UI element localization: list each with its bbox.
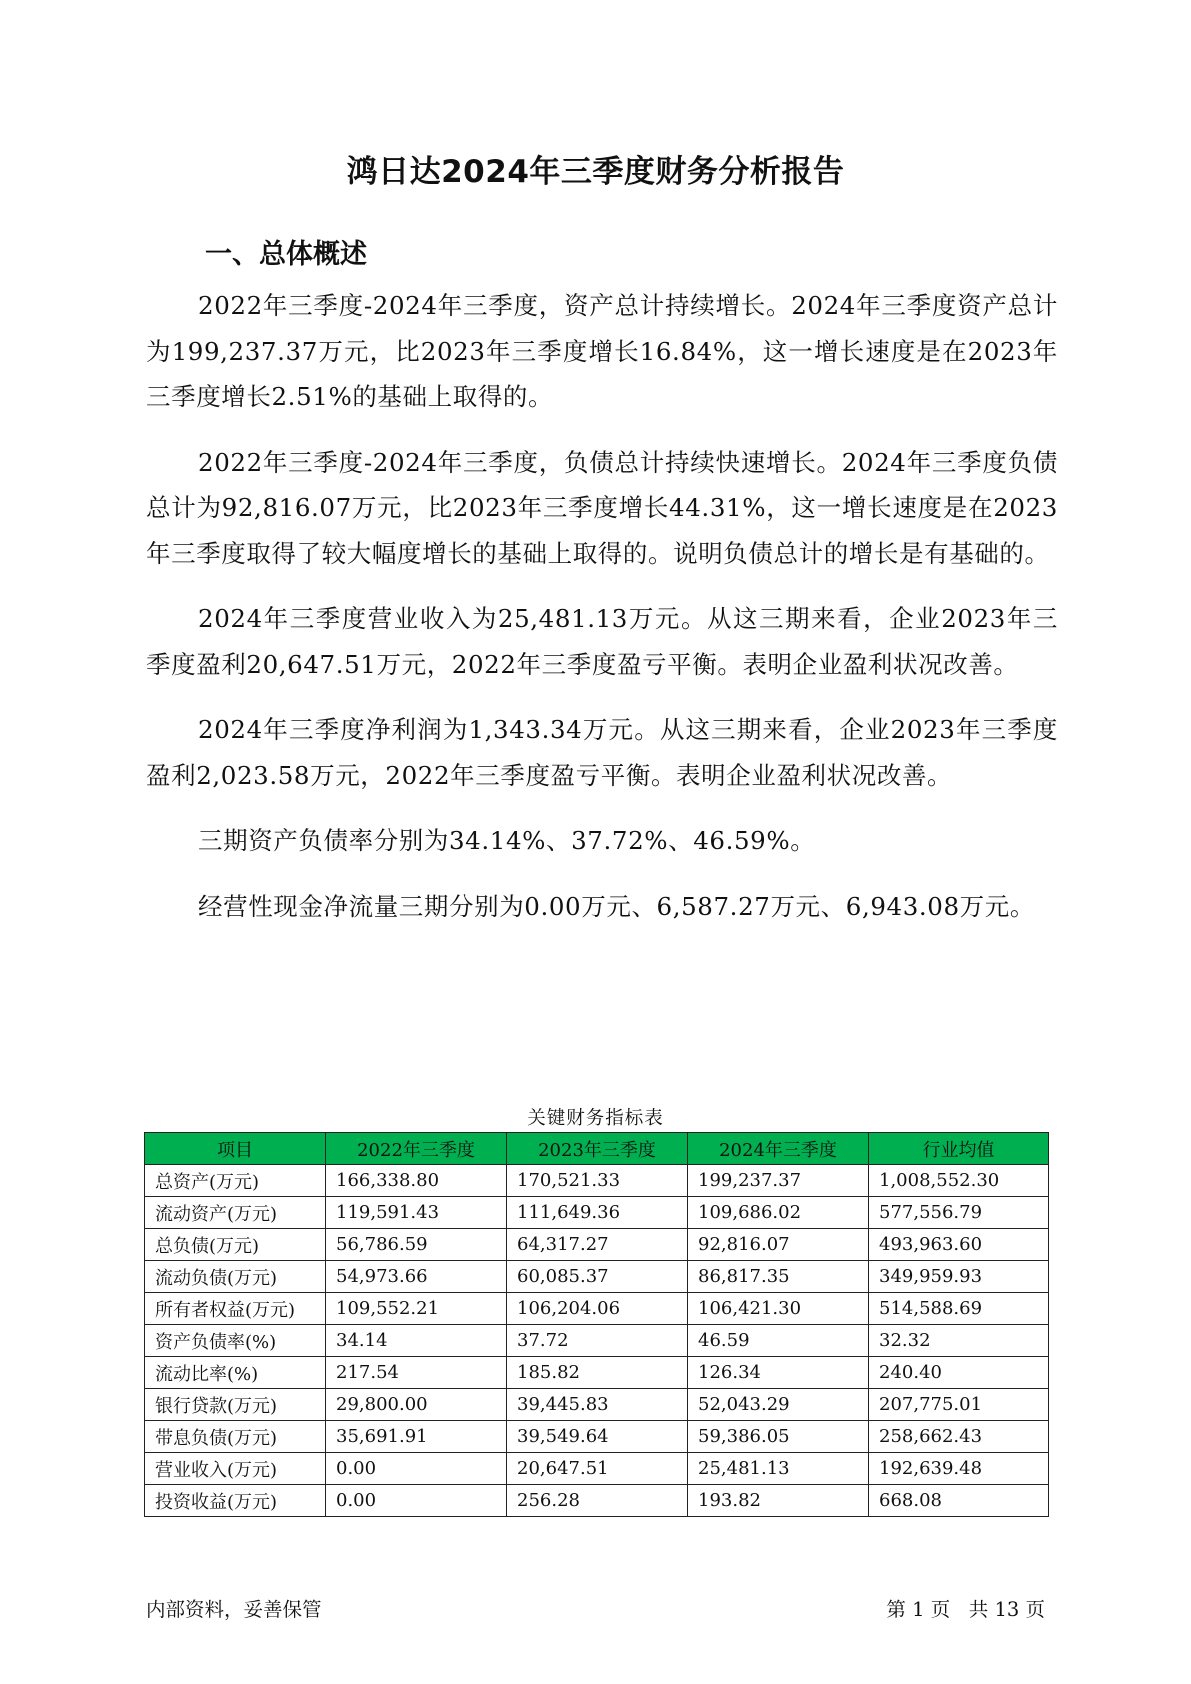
table-cell: 29,800.00 bbox=[326, 1389, 507, 1421]
table-cell: 60,085.37 bbox=[507, 1261, 688, 1293]
table-row bbox=[145, 1389, 1049, 1421]
table-cell: 106,204.06 bbox=[507, 1293, 688, 1325]
table-cell: 192,639.48 bbox=[869, 1453, 1049, 1485]
table-row-label: 资产负债率(%) bbox=[145, 1325, 326, 1357]
footer-page-number: 第 1 页 共 13 页 bbox=[886, 1598, 1045, 1621]
paragraph-net-profit: 2024年三季度净利润为1,343.34万元。从这三期来看，企业2023年三季度盈利2,023.58万元，2022年三季度盈亏平衡。表明企业盈利状况改善。 bbox=[146, 715, 1058, 790]
table-cell: 119,591.43 bbox=[326, 1197, 507, 1229]
table-cell: 0.00 bbox=[326, 1485, 507, 1517]
table-cell: 0.00 bbox=[326, 1453, 507, 1485]
table-row bbox=[145, 1261, 1049, 1293]
table-row-label: 投资收益(万元) bbox=[145, 1485, 326, 1517]
table-row-label: 流动资产(万元) bbox=[145, 1197, 326, 1229]
table-cell: 34.14 bbox=[326, 1325, 507, 1357]
paragraph-assets: 2022年三季度-2024年三季度，资产总计持续增长。2024年三季度资产总计为199,237.37万元，比2023年三季度增长16.84%，这一增长速度是在2023年三季度增长2.51%的基础上取得的。 bbox=[146, 291, 1058, 411]
section-heading: 一、总体概述 bbox=[205, 239, 367, 270]
table-row-label: 营业收入(万元) bbox=[145, 1453, 326, 1485]
table-row-label: 流动比率(%) bbox=[145, 1357, 326, 1389]
table-cell: 493,963.60 bbox=[869, 1229, 1049, 1261]
table-cell: 86,817.35 bbox=[688, 1261, 869, 1293]
table-cell: 52,043.29 bbox=[688, 1389, 869, 1421]
table-cell: 207,775.01 bbox=[869, 1389, 1049, 1421]
table-cell: 170,521.33 bbox=[507, 1165, 688, 1197]
table-row-label: 流动负债(万元) bbox=[145, 1261, 326, 1293]
table-cell: 106,421.30 bbox=[688, 1293, 869, 1325]
table-cell: 240.40 bbox=[869, 1357, 1049, 1389]
table-header-row bbox=[145, 1133, 1049, 1165]
table-cell: 109,686.02 bbox=[688, 1197, 869, 1229]
table-cell: 37.72 bbox=[507, 1325, 688, 1357]
header-industry-average: 行业均值 bbox=[869, 1133, 1049, 1165]
page-title: 鸿日达2024年三季度财务分析报告 bbox=[346, 154, 845, 190]
table-cell: 59,386.05 bbox=[688, 1421, 869, 1453]
table-row bbox=[145, 1165, 1049, 1197]
table-cell: 35,691.91 bbox=[326, 1421, 507, 1453]
overview-body bbox=[146, 283, 1058, 949]
footer-confidential-note: 内部资料，妥善保管 bbox=[146, 1598, 322, 1621]
header-2024q3: 2024年三季度 bbox=[688, 1133, 869, 1165]
table-cell: 349,959.93 bbox=[869, 1261, 1049, 1293]
table-row-label: 银行贷款(万元) bbox=[145, 1389, 326, 1421]
table-row-label: 带息负债(万元) bbox=[145, 1421, 326, 1453]
header-item: 项目 bbox=[145, 1133, 326, 1165]
table-row-label: 总资产(万元) bbox=[145, 1165, 326, 1197]
table-cell: 39,445.83 bbox=[507, 1389, 688, 1421]
table-body bbox=[145, 1165, 1049, 1517]
table-cell: 109,552.21 bbox=[326, 1293, 507, 1325]
table-row-label: 所有者权益(万元) bbox=[145, 1293, 326, 1325]
table-cell: 64,317.27 bbox=[507, 1229, 688, 1261]
table-row bbox=[145, 1421, 1049, 1453]
table-cell: 166,338.80 bbox=[326, 1165, 507, 1197]
table-row bbox=[145, 1229, 1049, 1261]
table-row bbox=[145, 1485, 1049, 1517]
paragraph-cash-flow: 经营性现金净流量三期分别为0.00万元、6,587.27万元、6,943.08万元。 bbox=[198, 891, 1035, 921]
paragraph-revenue: 2024年三季度营业收入为25,481.13万元。从这三期来看，企业2023年三季度盈利20,647.51万元，2022年三季度盈亏平衡。表明企业盈利状况改善。 bbox=[146, 604, 1058, 679]
table-cell: 32.32 bbox=[869, 1325, 1049, 1357]
table-cell: 258,662.43 bbox=[869, 1421, 1049, 1453]
table-cell: 46.59 bbox=[688, 1325, 869, 1357]
table-cell: 1,008,552.30 bbox=[869, 1165, 1049, 1197]
table-cell: 126.34 bbox=[688, 1357, 869, 1389]
table-row bbox=[145, 1293, 1049, 1325]
table-cell: 111,649.36 bbox=[507, 1197, 688, 1229]
paragraph-debt-ratio: 三期资产负债率分别为34.14%、37.72%、46.59%。 bbox=[198, 826, 816, 855]
table-cell: 56,786.59 bbox=[326, 1229, 507, 1261]
table-cell: 92,816.07 bbox=[688, 1229, 869, 1261]
table-cell: 199,237.37 bbox=[688, 1165, 869, 1197]
paragraph-liabilities: 2022年三季度-2024年三季度，负债总计持续快速增长。2024年三季度负债总计为92,816.07万元，比2023年三季度增长44.31%，这一增长速度是在2023年三季度取得了较大幅度增长的基础上取得的。说明负债总计的增长是有基础的。 bbox=[146, 447, 1058, 568]
key-indicators-table bbox=[144, 1132, 1049, 1517]
table-cell: 217.54 bbox=[326, 1357, 507, 1389]
table-cell: 577,556.79 bbox=[869, 1197, 1049, 1229]
table-cell: 25,481.13 bbox=[688, 1453, 869, 1485]
table-cell: 20,647.51 bbox=[507, 1453, 688, 1485]
table-row bbox=[145, 1357, 1049, 1389]
table-caption: 关键财务指标表 bbox=[527, 1108, 664, 1129]
table-row-label: 总负债(万元) bbox=[145, 1229, 326, 1261]
table-cell: 185.82 bbox=[507, 1357, 688, 1389]
table-cell: 668.08 bbox=[869, 1485, 1049, 1517]
table-cell: 193.82 bbox=[688, 1485, 869, 1517]
table-cell: 256.28 bbox=[507, 1485, 688, 1517]
table-cell: 39,549.64 bbox=[507, 1421, 688, 1453]
table-cell: 514,588.69 bbox=[869, 1293, 1049, 1325]
header-2023q3: 2023年三季度 bbox=[507, 1133, 688, 1165]
table-cell: 54,973.66 bbox=[326, 1261, 507, 1293]
table-row bbox=[145, 1325, 1049, 1357]
table-row bbox=[145, 1197, 1049, 1229]
table-row bbox=[145, 1453, 1049, 1485]
header-2022q3: 2022年三季度 bbox=[326, 1133, 507, 1165]
